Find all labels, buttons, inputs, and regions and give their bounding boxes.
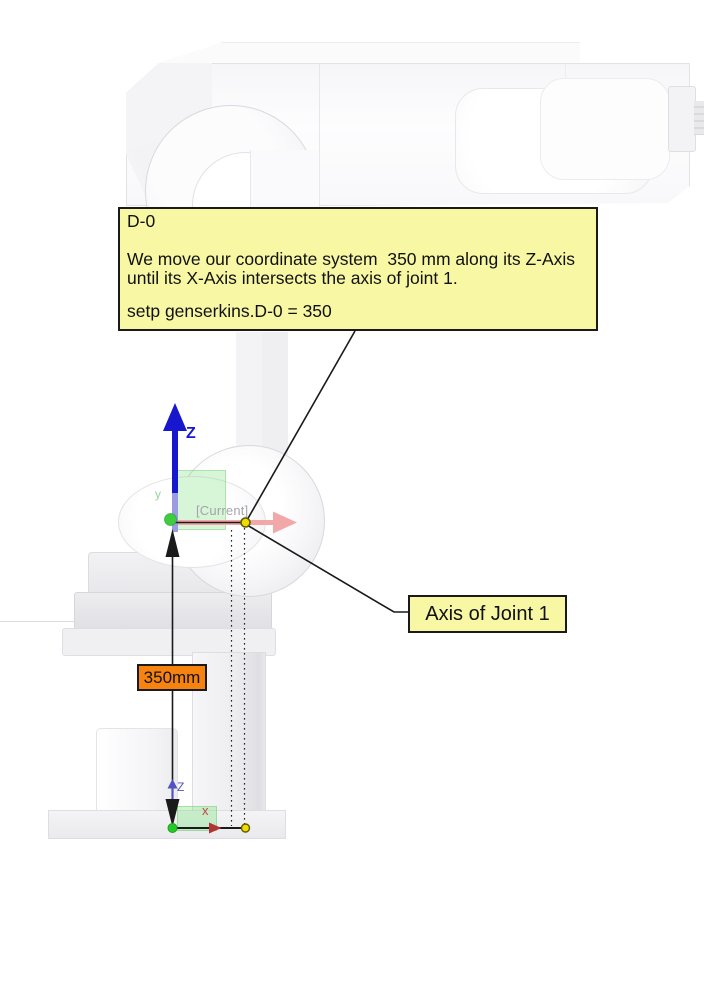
axis-of-joint-1-text: Axis of Joint 1 [425,602,550,625]
dimension-350mm-label [137,664,207,691]
d0-hal-command: setp genserkins.D-0 = 350 [127,301,332,321]
base-z-axis-label: Z [177,780,185,794]
current-origin-marker [165,514,177,526]
axis-of-joint-1-label [408,595,567,633]
current-frame-label: [Current] [196,503,249,518]
x-axis-arrow-head [273,512,297,534]
d0-description-box [118,207,598,331]
dimension-arrow-up [166,529,180,557]
d0-note-leader-line [247,331,356,521]
dimension-arrow-down [166,799,180,827]
d0-title: D-0 [127,211,156,231]
current-y-axis-label: y [155,487,161,501]
joint-axis-leader-line [247,525,408,612]
base-axis-end-marker [242,824,250,832]
base-z-axis-head [168,779,178,789]
axis-intersection-marker [241,518,250,527]
base-origin-marker [168,824,177,833]
d0-body-line-1: We move our coordinate system 350 mm along its Z-Axis [127,249,576,269]
current-z-axis-label: Z [186,425,196,442]
base-x-axis-head [209,823,222,834]
d0-body-line-2: until its X-Axis intersects the axis of joint 1. [127,268,458,288]
z-axis-arrow-head [163,403,187,431]
dimension-350mm-text: 350mm [143,667,201,687]
base-x-axis-label: x [202,803,209,818]
